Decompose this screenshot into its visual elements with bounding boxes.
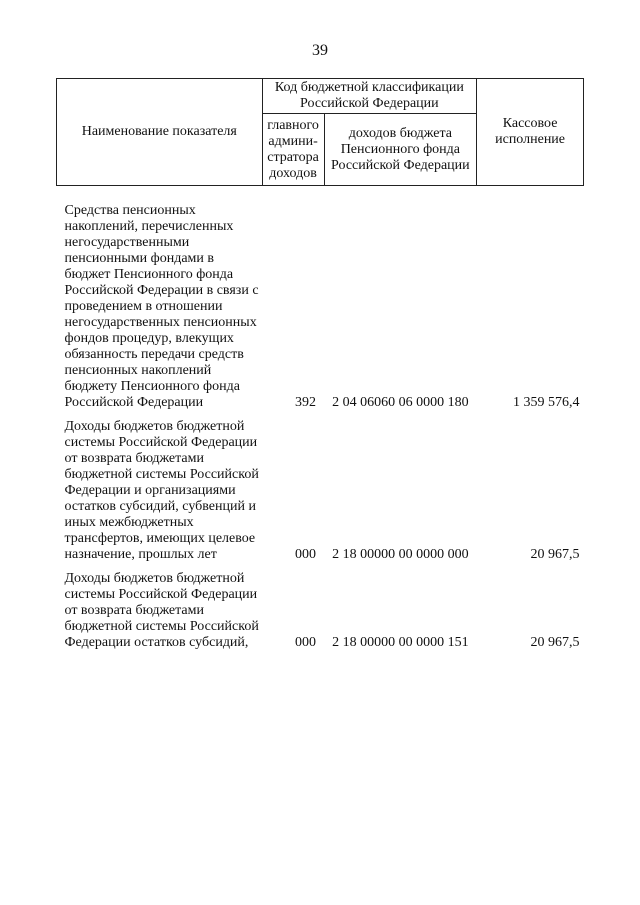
table-row (57, 186, 584, 420)
row-cash-execution: 20 967,5 (530, 635, 580, 650)
header-budget-classification-code: Код бюджетной классификации Российской Федерации (262, 79, 477, 114)
budget-table (56, 78, 584, 659)
row-indicator-name: Доходы бюджетов бюджетной системы Российской Федерации от возврата бюджетами бюджетной системы Российской Федерации и организациями остатков субсидий, субвенций и иных межбюджетных трансфертов, имеющих целевое назначение, прошлых лет (64, 419, 259, 562)
row-admin-code: 000 (295, 547, 317, 562)
table-row (57, 419, 584, 571)
row-cash-execution: 1 359 576,4 (513, 395, 580, 410)
table-header (57, 79, 584, 186)
table-body (57, 186, 584, 660)
table-row (57, 571, 584, 659)
row-admin-code: 000 (295, 635, 317, 650)
row-indicator-name: Средства пенсионных накоплений, перечисленных негосударственными пенсионными фондами в бюджет Пенсионного фонда Российской Федерации в связи с проведением в отношении негосударственных пенсионных фондов процедур, влекущих обязанность передачи средств пенсионных накоплений бюджету Пенсионного фонда Российской Федерации (64, 203, 259, 410)
header-pension-fund-income: доходов бюджета Пенсионного фонда Российской Федерации (324, 114, 477, 186)
row-classification-code: 2 18 00000 00 0000 151 (332, 635, 469, 650)
row-indicator-name: Доходы бюджетов бюджетной системы Российской Федерации от возврата бюджетами бюджетной системы Российской Федерации остатков субсидий, (64, 571, 259, 650)
row-admin-code: 392 (295, 395, 317, 410)
row-classification-code: 2 04 06060 06 0000 180 (332, 395, 469, 410)
row-cash-execution: 20 967,5 (530, 547, 580, 562)
header-cash-execution: Кассовое исполнение (477, 79, 584, 186)
row-classification-code: 2 18 00000 00 0000 000 (332, 547, 469, 562)
page-number: 39 (312, 42, 328, 59)
header-chief-administrator: главного админи-стратора доходов (262, 114, 324, 186)
header-indicator-name: Наименование показателя (57, 79, 263, 186)
